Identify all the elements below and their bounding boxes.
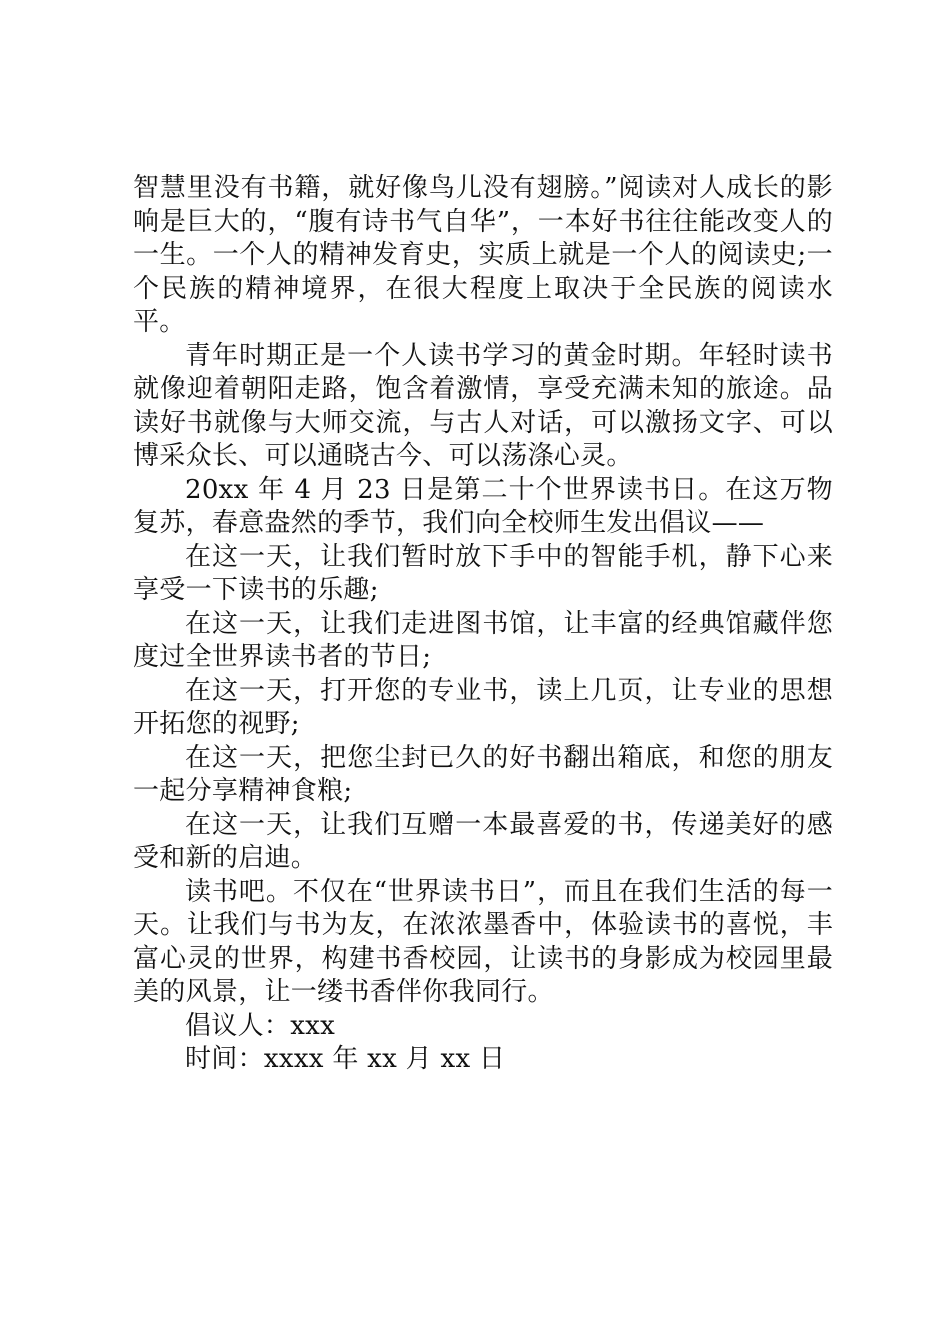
paragraph-proposal-library: 在这一天，让我们走进图书馆，让丰富的经典馆藏伴您度过全世界读书者的节日; <box>133 608 833 672</box>
signature-date: 时间：xxxx 年 xx 月 xx 日 <box>185 1044 506 1074</box>
paragraph-world-book-day: 20xx 年 4 月 23 日是第二十个世界读书日。在这万物复苏，春意盎然的季节，我们向全校师生发出倡议—— <box>133 474 833 538</box>
paragraph-proposal-phone: 在这一天，让我们暂时放下手中的智能手机，静下心来享受一下读书的乐趣; <box>133 541 833 605</box>
document-body <box>133 172 833 1077</box>
paragraph-reading-importance: 智慧里没有书籍，就好像鸟儿没有翅膀。”阅读对人成长的影响是巨大的，“腹有诗书气自华”，一本好书往往能改变人的一生。一个人的精神发育史，实质上就是一个人的阅读史;一个民族的精神境界，在很大程度上取决于全民族的阅读水平。 <box>133 173 833 337</box>
paragraph-youth-reading: 青年时期正是一个人读书学习的黄金时期。年轻时读书就像迎着朝阳走路，饱含着激情，享受充满未知的旅途。品读好书就像与大师交流，与古人对话，可以激扬文字、可以博采众长、可以通晓古今、可以荡涤心灵。 <box>133 340 833 471</box>
paragraph-proposal-share: 在这一天，把您尘封已久的好书翻出箱底，和您的朋友一起分享精神食粮; <box>133 742 833 806</box>
paragraph-proposal-professional: 在这一天，打开您的专业书，读上几页，让专业的思想开拓您的视野; <box>133 675 833 739</box>
paragraph-closing: 读书吧。不仅在“世界读书日”，而且在我们生活的每一天。让我们与书为友，在浓浓墨香中，体验读书的喜悦，丰富心灵的世界，构建书香校园，让读书的身影成为校园里最美的风景，让一缕书香伴你我同行。 <box>133 876 833 1007</box>
signature-initiator: 倡议人：xxx <box>185 1010 336 1041</box>
paragraph-proposal-gift: 在这一天，让我们互赠一本最喜爱的书，传递美好的感受和新的启迪。 <box>133 809 833 873</box>
